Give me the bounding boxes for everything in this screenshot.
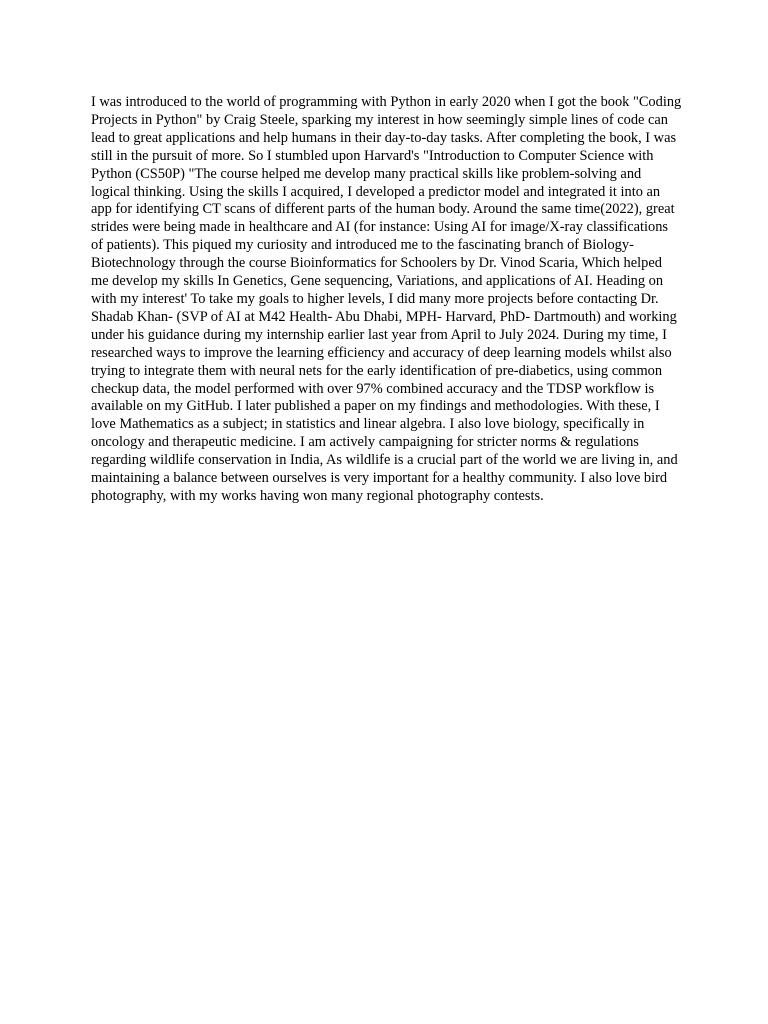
body-paragraph: I was introduced to the world of programming with Python in early 2020 when I got the book "Coding Projects in Python" by Craig Steele, sparking my interest in how seemingly simple lines of code can lead to great applications and help humans in their day-to-day tasks. After completing the book, I was still in the pursuit of more. So I stumbled upon Harvard's "Introduction to Computer Science with Python (CS50P) "The course helped me develop many practical skills like problem-solving and logical thinking. Using the skills I acquired, I developed a predictor model and integrated it into an app for identifying CT scans of different parts of the human body. Around the same time(2022), great strides were being made in healthcare and AI (for instance: Using AI for image/X-ray classifications of patients). This piqued my curiosity and introduced me to the fascinating branch of Biology- Biotechnology through the course Bioinformatics for Schoolers by Dr. Vinod Scaria, Which helped me develop my skills In Genetics, Gene sequencing, Variations, and applications of AI. Heading on with my interest' To take my goals to higher levels, I did many more projects before contacting Dr. Shadab Khan- (SVP of AI at M42 Health- Abu Dhabi, MPH- Harvard, PhD- Dartmouth) and working under his guidance during my internship earlier last year from April to July 2024. During my time, I researched ways to improve the learning efficiency and accuracy of deep learning models whilst also trying to integrate them with neural nets for the early identification of pre-diabetics, using common checkup data, the model performed with over 97% combined accuracy and the TDSP workflow is available on my GitHub. I later published a paper on my findings and methodologies. With these, I love Mathematics as a subject; in statistics and linear algebra. I also love biology, specifically in oncology and therapeutic medicine. I am actively campaigning for stricter norms & regulations regarding wildlife conservation in India, As wildlife is a crucial part of the world we are living in, and maintaining a balance between ourselves is very important for a healthy community. I also love bird photography, with my works having won many regional photography contests. — [91, 94, 685, 504]
